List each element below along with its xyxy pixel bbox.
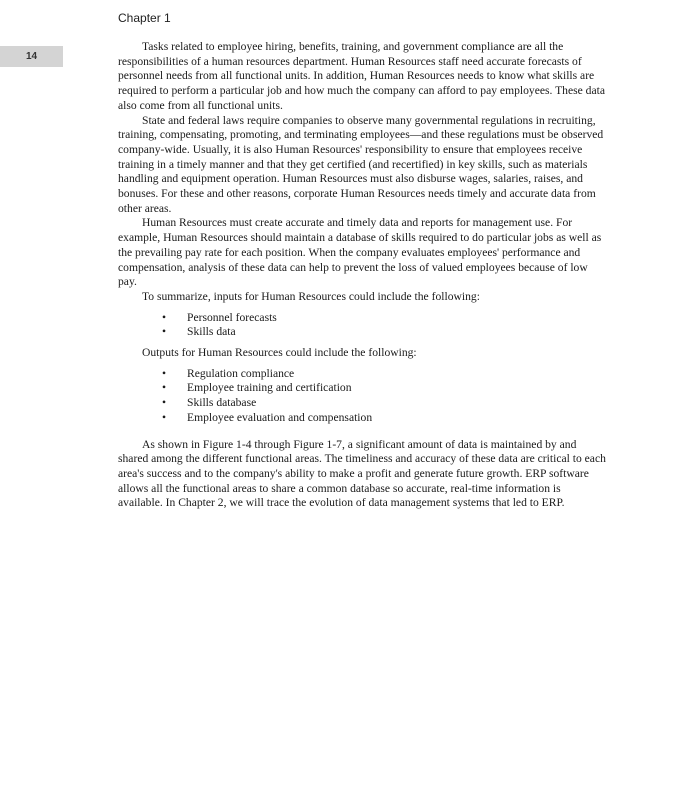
- chapter-label: Chapter 1: [118, 11, 171, 25]
- paragraph-regulations: State and federal laws require companies to observe many governmental regulations in recruiting, training, compensating, promoting, and terminating employees—and these regulations must be observed company-wide. Usually, it is also Human Resources' responsibility to ensure that employees receive training in a timely manner and that they get certified (and recertified) in key skills, such as materials handling and equipment operation. Human Resources must also disburse wages, salaries, raises, and bonuses. For these and other reasons, corporate Human Resources needs timely and accurate data from other areas.: [118, 113, 604, 215]
- paragraph-reports: Human Resources must create accurate and timely data and reports for management use. For example, Human Resources should maintain a database of skills required to do particular jobs as well as the prevailing pay rate for each position. When the company evaluates employees' performance and compensation, analysis of these data can help to prevent the loss of valued employees because of low pay.: [118, 216, 602, 289]
- list-item: • Skills database: [162, 396, 608, 411]
- list-item: • Employee training and certification: [162, 381, 608, 396]
- paragraph-outputs-intro: Outputs for Human Resources could include the following:: [142, 346, 417, 360]
- list-item: • Skills data: [162, 325, 608, 340]
- list-item: • Regulation compliance: [162, 367, 608, 382]
- paragraph-closing: As shown in Figure 1-4 through Figure 1-7, a significant amount of data is maintained by and shared among the different functional areas. The timeliness and accuracy of these data are critical to each area's success and to the company's ability to make a profit and generate future growth. ERP software allows all the functional areas to share a common database so accurate, real-time information is available. In Chapter 2, we will trace the evolution of data management systems that led to ERP.: [118, 437, 606, 510]
- list-item: • Employee evaluation and compensation: [162, 411, 608, 426]
- outputs-list: [118, 367, 608, 426]
- inputs-list: [118, 311, 608, 340]
- page-number-tab: 14: [0, 46, 63, 67]
- body-text: [118, 40, 608, 511]
- paragraph-hr-responsibilities: Tasks related to employee hiring, benefits, training, and government compliance are all the responsibilities of a human resources department. Human Resources staff need accurate forecasts of personnel needs from all functional units. In addition, Human Resources needs to know what skills are required to perform a particular job and how much the company can afford to pay employees. These data also come from all functional units.: [118, 40, 605, 112]
- paragraph-inputs-intro: To summarize, inputs for Human Resources could include the following:: [142, 289, 480, 303]
- list-item: • Personnel forecasts: [162, 311, 608, 326]
